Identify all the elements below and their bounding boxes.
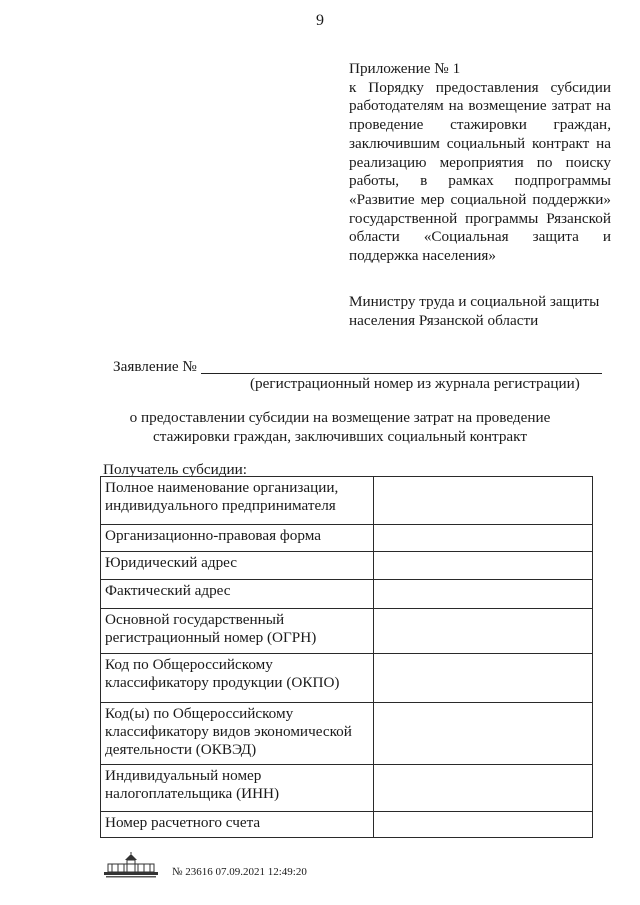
row-value-field[interactable] bbox=[374, 812, 593, 838]
government-building-icon bbox=[100, 852, 162, 878]
row-value-field[interactable] bbox=[374, 654, 593, 703]
appendix-line: работы, в рамках подпрограммы bbox=[349, 172, 611, 190]
appendix-header bbox=[349, 60, 611, 266]
row-label: Организационно-правовая форма bbox=[101, 525, 374, 552]
table-row bbox=[101, 765, 593, 812]
row-label: Код(ы) по Общероссийскому классификатору видов экономической деятельности (ОКВЭД) bbox=[101, 703, 374, 765]
table-row bbox=[101, 580, 593, 609]
row-value-field[interactable] bbox=[374, 477, 593, 525]
document-title bbox=[100, 408, 580, 446]
appendix-line: поддержка населения» bbox=[349, 247, 496, 265]
addressee-line: Министру труда и социальной защиты bbox=[349, 293, 600, 310]
appendix-line: к Порядку предоставления субсидии bbox=[349, 78, 611, 96]
row-value-field[interactable] bbox=[374, 765, 593, 812]
row-value-field[interactable] bbox=[374, 552, 593, 580]
addressee bbox=[349, 292, 619, 330]
row-value-field[interactable] bbox=[374, 609, 593, 654]
appendix-line: Приложение № 1 bbox=[349, 60, 461, 77]
document-title-line: стажировки граждан, заключивших социальный контракт bbox=[153, 428, 527, 445]
appendix-line: заключившим социальный контракт на bbox=[349, 134, 611, 152]
appendix-line: государственной программы Рязанской bbox=[349, 209, 611, 227]
row-label: Полное наименование организации, индивидуального предпринимателя bbox=[101, 477, 374, 525]
row-label: Код по Общероссийскому классификатору продукции (ОКПО) bbox=[101, 654, 374, 703]
registration-number-hint: (регистрационный номер из журнала регистрации) bbox=[250, 375, 580, 392]
table-row bbox=[101, 654, 593, 703]
row-label: Индивидуальный номер налогоплательщика (ИНН) bbox=[101, 765, 374, 812]
document-title-line: о предоставлении субсидии на возмещение затрат на проведение bbox=[129, 409, 551, 426]
appendix-line: работодателям на возмещение затрат на bbox=[349, 97, 611, 115]
row-label: Фактический адрес bbox=[101, 580, 374, 609]
row-value-field[interactable] bbox=[374, 580, 593, 609]
recipient-table bbox=[100, 476, 593, 838]
table-row bbox=[101, 552, 593, 580]
appendix-line: проведение стажировки граждан, bbox=[349, 116, 611, 134]
appendix-line: реализацию мероприятия по поиску bbox=[349, 153, 611, 171]
statement-number-label: Заявление № bbox=[113, 358, 197, 375]
table-row bbox=[101, 477, 593, 525]
row-label: Юридический адрес bbox=[101, 552, 374, 580]
row-value-field[interactable] bbox=[374, 525, 593, 552]
appendix-line: «Развитие мер социальной поддержки» bbox=[349, 190, 611, 208]
footer bbox=[100, 852, 400, 882]
recipient-label: Получатель субсидии: bbox=[103, 461, 247, 478]
row-label: Номер расчетного счета bbox=[101, 812, 374, 838]
table-row bbox=[101, 609, 593, 654]
table-row bbox=[101, 812, 593, 838]
registration-stamp: № 23616 07.09.2021 12:49:20 bbox=[172, 866, 307, 878]
table-row bbox=[101, 525, 593, 552]
page-number: 9 bbox=[316, 12, 324, 29]
appendix-line: области «Социальная защита и bbox=[349, 228, 611, 246]
table-row bbox=[101, 703, 593, 765]
addressee-line: населения Рязанской области bbox=[349, 312, 539, 329]
row-label: Основной государственный регистрационный номер (ОГРН) bbox=[101, 609, 374, 654]
row-value-field[interactable] bbox=[374, 703, 593, 765]
